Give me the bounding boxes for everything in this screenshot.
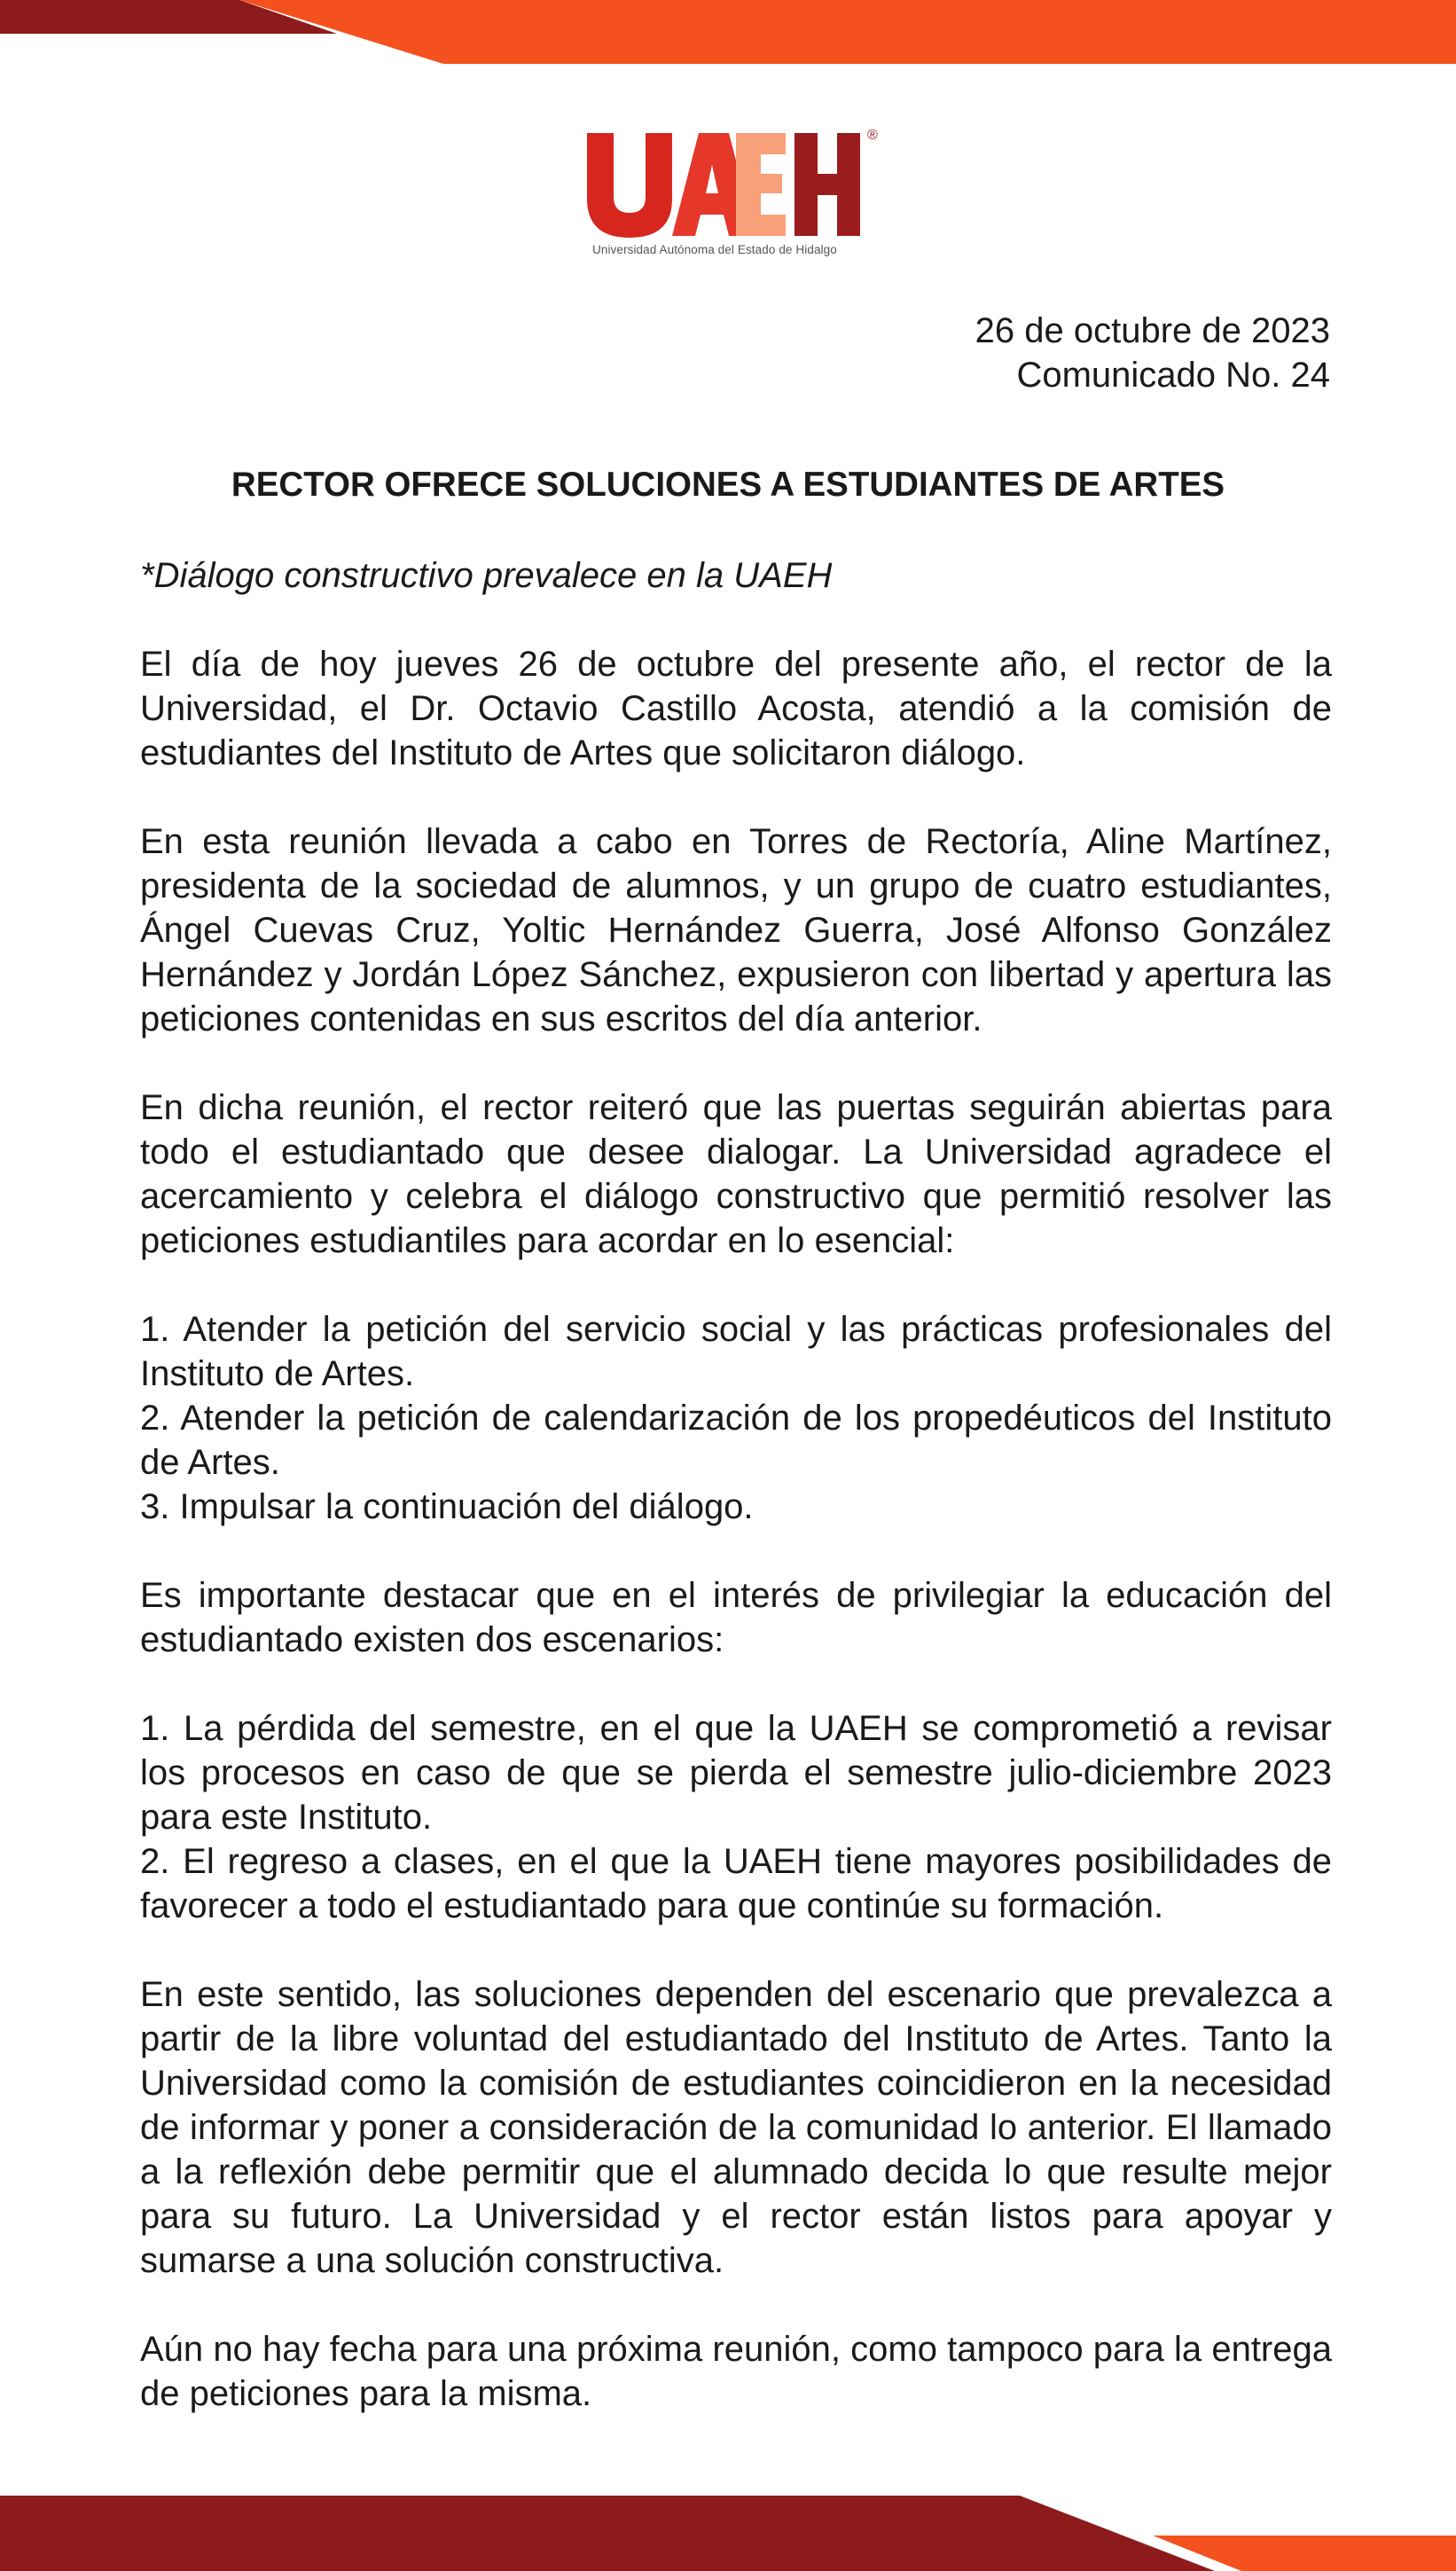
list-item: 2. El regreso a clases, en el que la UAEH tiene mayores posibilidades de favorecer a todo el estudiantado para que continúe su formación.: [140, 1842, 1332, 1925]
list-item: 1. La pérdida del semestre, en el que la UAEH se comprometió a revisar los procesos en caso de que se pierda el semestre julio-diciembre 2023 para este Instituto.: [140, 1709, 1332, 1837]
list-item: 2. Atender la petición de calendarización de los propedéuticos del Instituto de Artes.: [140, 1399, 1332, 1482]
dateline: [975, 309, 1330, 397]
bulletin-number: Comunicado No. 24: [1016, 356, 1330, 395]
subheadline: *Diálogo constructivo prevalece en la UAEH: [140, 556, 833, 595]
paragraph-solutions: En este sentido, las soluciones dependen del escenario que prevalezca a partir de la libre voluntad del estudiantado del Instituto de Artes. Tanto la Universidad como la comisión de estudiantes coincidieron en la necesidad de informar y poner a consideración de la comunidad lo anterior. El llamado a la reflexión debe permitir que el alumnado decida lo que resulte mejor para su futuro. La Universidad y el rector están listos para apoyar y sumarse a una solución constructiva.: [140, 1975, 1332, 2280]
paragraph-next-meeting: Aún no hay fecha para una próxima reunión, como tampoco para la entrega de peticiones para la misma.: [140, 2330, 1332, 2413]
registered-mark: ®: [867, 128, 878, 143]
paragraph-scenarios-intro: Es importante destacar que en el interés de privilegiar la educación del estudiantado existen dos escenarios:: [140, 1576, 1332, 1659]
paragraph-intro: El día de hoy jueves 26 de octubre del presente año, el rector de la Universidad, el Dr. Octavio Castillo Acosta, atendió a la comisión de estudiantes del Instituto de Artes que solicitaron diálogo.: [140, 645, 1332, 772]
paragraph-agreements-intro: En dicha reunión, el rector reiteró que las puertas seguirán abiertas para todo el estudiantado que desee dialogar. La Universidad agradece el acercamiento y celebra el diálogo constructivo que permitió resolver las peticiones estudiantiles para acordar en lo esencial:: [140, 1088, 1332, 1260]
date-text: 26 de octubre de 2023: [975, 311, 1330, 350]
press-release-body: [140, 642, 1332, 2460]
agreements-list: [140, 1307, 1332, 1529]
logo-caption: Universidad Autónoma del Estado de Hidalgo: [592, 243, 837, 256]
top-decorative-band: [0, 0, 1456, 64]
bottom-decorative-band: [0, 2496, 1456, 2571]
list-item: 1. Atender la petición del servicio social y las prácticas profesionales del Instituto de Artes.: [140, 1310, 1332, 1393]
paragraph-meeting: En esta reunión llevada a cabo en Torres de Rectoría, Aline Martínez, presidenta de la sociedad de alumnos, y un grupo de cuatro estudiantes, Ángel Cuevas Cruz, Yoltic Hernández Guerra, José Alfonso González Hernández y Jordán López Sánchez, expusieron con libertad y apertura las peticiones contenidas en sus escritos del día anterior.: [140, 822, 1332, 1039]
uaeh-logo: [585, 129, 878, 266]
uaeh-logo-mark: [585, 129, 869, 238]
scenarios-list: [140, 1706, 1332, 1928]
page-title: RECTOR OFRECE SOLUCIONES A ESTUDIANTES DE ARTES: [231, 466, 1225, 504]
list-item: 3. Impulsar la continuación del diálogo.: [140, 1487, 754, 1526]
